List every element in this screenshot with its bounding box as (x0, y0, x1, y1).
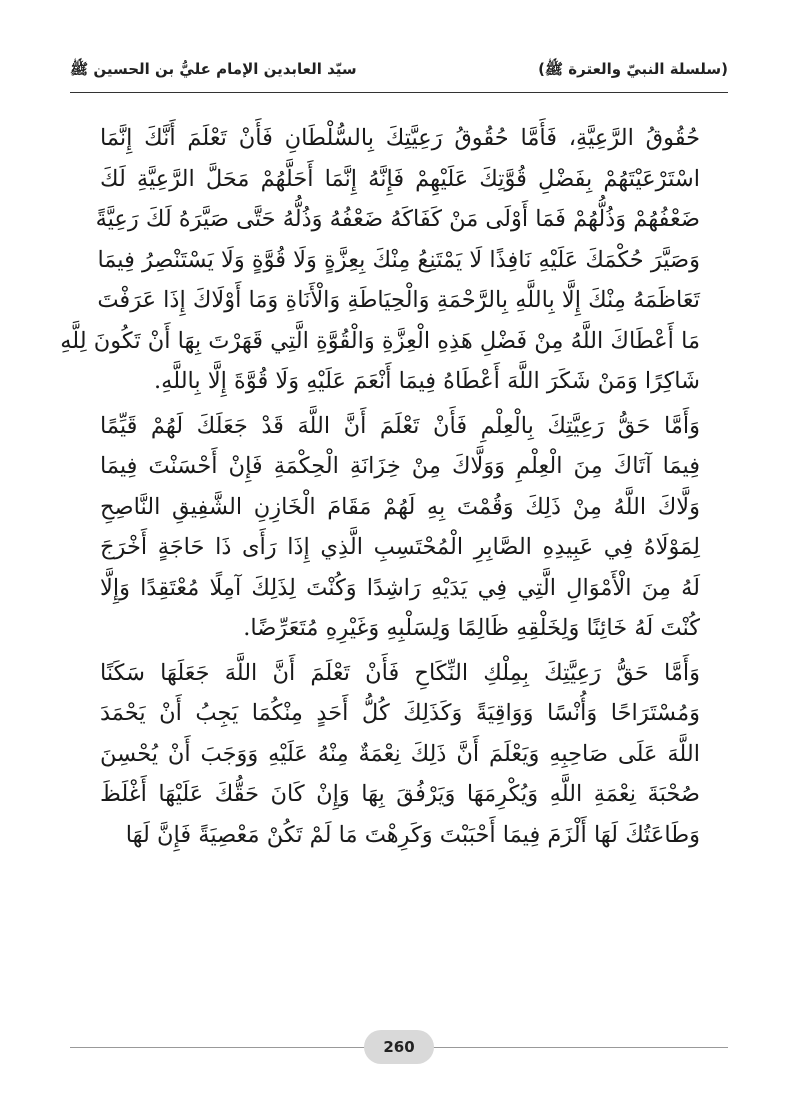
series-title: (سلسلة النبيّ والعترة ﷺ) (538, 60, 728, 78)
text-line: صُحْبَةَ نِعْمَةِ اللَّهِ وَيُكْرِمَهَا وَيَرْفُقَ بِهَا وَإِنْ كَانَ حَقُّكَ عَلَيْهَا أَغْلَظَ (100, 781, 700, 807)
text-line: مَا أَعْطَاكَ اللَّهُ مِنْ فَضْلِ هَذِهِ الْعِزَّةِ وَالْقُوَّةِ الَّتِي قَهَرْتَ بِهَا أَنْ تَكُونَ لِلَّهِ (60, 327, 700, 354)
text-line: شَاكِرًا وَمَنْ شَكَرَ اللَّهَ أَعْطَاهُ فِيمَا أَنْعَمَ عَلَيْهِ وَلَا قُوَّةَ إِلَّا بِاللَّهِ. (154, 368, 700, 394)
paragraph (100, 406, 700, 649)
text-line: لِمَوْلَاهُ فِي عَبِيدِهِ الصَّابِرِ الْمُحْتَسِبِ الَّذِي إِذَا رَأَى ذَا حَاجَةٍ أَخْرَجَ (100, 534, 700, 560)
text-line: تَعَاظَمَهُ مِنْكَ إِلَّا بِاللَّهِ بِالرَّحْمَةِ وَالْحِيَاطَةِ وَالْأَنَاةِ وَمَا أَوْلَاكَ إِذَا عَرَفْتَ (97, 287, 700, 313)
text-line: اللَّهَ عَلَى صَاحِبِهِ وَيَعْلَمَ أَنَّ ذَلِكَ نِعْمَةٌ مِنْهُ عَلَيْهِ وَوَجَبَ أَنْ يُحْسِنَ (100, 740, 700, 767)
text-line: كُنْتَ لَهُ خَائِنًا وَلِخَلْقِهِ ظَالِمًا وَلِسَلْبِهِ وَغَيْرِهِ مُتَعَرِّضًا. (243, 615, 700, 641)
book-title: سيّد العابدين الإمام عليُّ بن الحسين ﷺ (70, 60, 357, 78)
text-line: وَطَاعَتُكَ لَهَا أَلْزَمَ فِيمَا أَحْبَبْتَ وَكَرِهْتَ مَا لَمْ تَكُنْ مَعْصِيَةً فَإِنَّ لَهَا (125, 821, 700, 848)
paragraph (100, 653, 700, 856)
text-line: لَهُ مِنَ الْأَمْوَالِ الَّتِي فِي يَدَيْهِ رَاشِدًا وَكُنْتَ لِذَلِكَ آمِلًا مُعْتَقِدًا وَإِلَّا (100, 574, 700, 601)
text-line: حُقُوقُ الرَّعِيَّةِ، فَأَمَّا حُقُوقُ رَعِيَّتِكَ بِالسُّلْطَانِ فَأَنْ تَعْلَمَ أَنَّكَ إِنَّمَا (100, 125, 700, 151)
text-line: وَمُسْتَرَاحًا وَأُنْسًا وَوَاقِيَةً وَكَذَلِكَ كُلُّ أَحَدٍ مِنْكُمَا يَجِبُ أَنْ يَحْمَدَ (100, 700, 700, 726)
text-line: وَصَيَّرَ حُكْمَكَ عَلَيْهِ نَافِذًا لَا يَمْتَنِعُ مِنْكَ بِعِزَّةٍ وَلَا قُوَّةٍ وَلَا يَسْتَنْصِرُ فِيمَا (97, 246, 700, 273)
paragraph (60, 118, 700, 402)
text-line: فِيمَا آتَاكَ مِنَ الْعِلْمِ وَوَلَّاكَ مِنْ خِزَانَةِ الْحِكْمَةِ فَإِنْ أَحْسَنْتَ فِيمَا (100, 453, 700, 479)
page-footer (70, 1030, 728, 1070)
page-number: 260 (364, 1030, 434, 1064)
text-line: وَلَّاكَ اللَّهُ مِنْ ذَلِكَ وَقُمْتَ بِهِ لَهُمْ مَقَامَ الْخَازِنِ الشَّفِيقِ النَّاصِحِ (100, 493, 700, 520)
text-line: اسْتَرْعَيْتَهُمْ بِفَضْلِ قُوَّتِكَ عَلَيْهِمْ فَإِنَّهُ إِنَّمَا أَحَلَّهُمْ مَحَلَّ الرَّعِيَّةِ لَكَ (100, 165, 700, 192)
text-line: وَأَمَّا حَقُّ رَعِيَّتِكَ بِمِلْكِ النِّكَاحِ فَأَنْ تَعْلَمَ أَنَّ اللَّهَ جَعَلَهَا سَكَنًا (100, 659, 700, 686)
text-line: ضَعْفُهُمْ وَذُلُّهُمْ فَمَا أَوْلَى مَنْ كَفَاكَهُ ضَعْفُهُ وَذُلُّهُ حَتَّى صَيَّرَهُ لَكَ رَعِيَّةً (95, 206, 700, 232)
text-line: وَأَمَّا حَقُّ رَعِيَّتِكَ بِالْعِلْمِ فَأَنْ تَعْلَمَ أَنَّ اللَّهَ قَدْ جَعَلَكَ لَهُمْ قَيِّمًا (100, 412, 700, 439)
header-divider (70, 92, 728, 93)
running-header (70, 56, 728, 86)
main-text (60, 118, 700, 859)
